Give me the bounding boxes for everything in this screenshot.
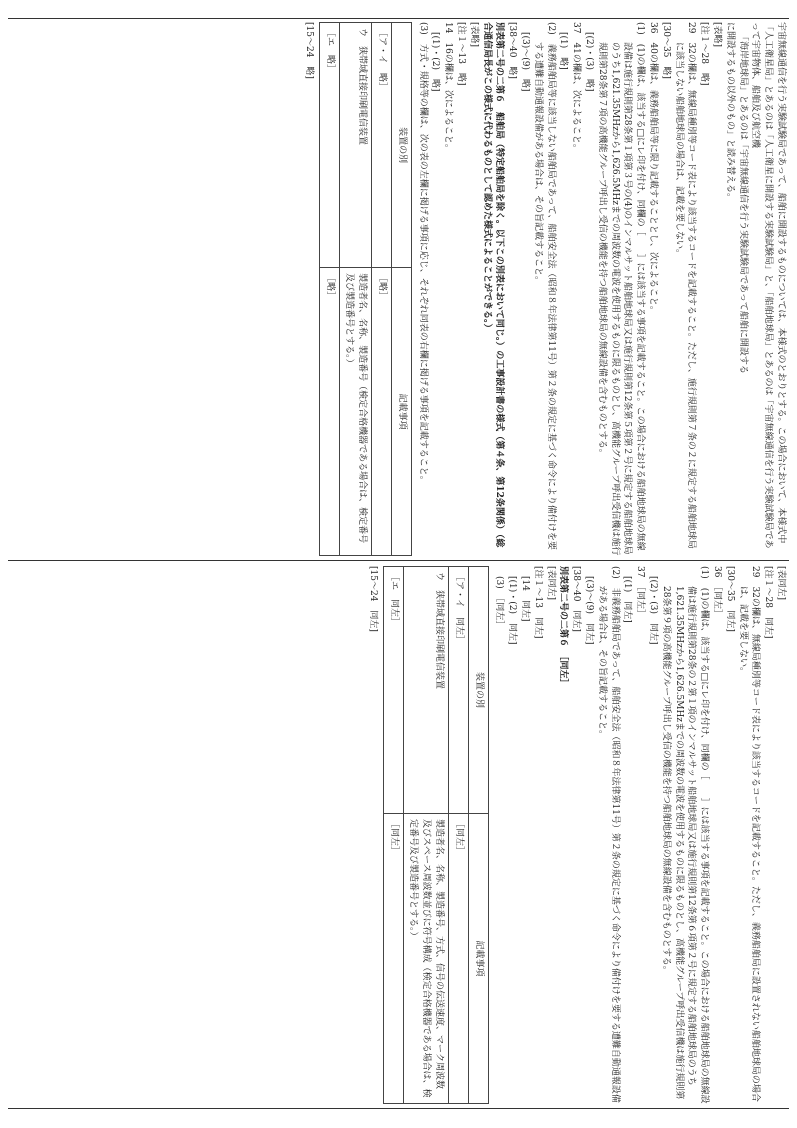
revised-text-rotated	[10, 22, 787, 556]
para-note-36: 36 40の欄は、義務船舶局等に限り記載することとし、次によること。	[648, 22, 659, 315]
table-cell: ［エ 略］	[319, 23, 339, 268]
table-cell: 製造者名、名称、製造番号、方式、信号の伝送速度、マーク周波数及びスペース周波数並びに符号構成（検定合格機器である場合は、検定番号及び製造番号とする。）	[403, 814, 448, 1104]
para-note-36-2-3: [(2)・(3) 略]	[584, 32, 595, 92]
para-note-14-3: (3) ［同左］	[494, 576, 505, 630]
para-notes-same: [注１～28 同左]	[763, 566, 774, 639]
para-note-37-1: [(1) 同左]	[622, 576, 633, 623]
table-header-items: 記載事項	[392, 268, 412, 556]
para-notes-1-13: [注１～13 同左]	[532, 566, 543, 639]
para-note-14: 14 16の欄は、次によること。	[443, 22, 454, 153]
para-note-37-3-9: [(3)～(9) 略]	[520, 32, 531, 92]
top-rule	[8, 18, 789, 19]
para-notes-30-35: [30～35 略]	[660, 22, 671, 79]
revised-text-body	[302, 22, 787, 556]
para-notes-38-40: [38～40 同左]	[571, 566, 582, 632]
table-cell: ウ 狭帯域直接印刷電信装置	[339, 23, 372, 268]
para-notes-1-13: [注１～13 略]	[456, 22, 467, 86]
para-note-14-3: (3) 方式・規格等の欄は、次の表の左欄に掲げる事項に応じ、それぞれ同表の右欄に掲げる事項を記載すること。	[417, 22, 428, 485]
para-table-same: [表同左]	[776, 566, 786, 601]
para-table-omitted-2: [表略]	[468, 22, 479, 48]
para-note-14: [14 同左]	[520, 576, 531, 622]
revised-text-section	[10, 22, 787, 556]
para-appendix-heading: 別表第二号の二第６ 船舶局（特定船舶局を除く。以下この別表において同じ。）の工事設計書の様式（第４条、第12条関係）（総合通信局長がこの様式に代わるものとして認めた様式によることができる。）	[481, 22, 505, 548]
para-notes-15-24: [15～24 略]	[303, 22, 314, 79]
table-cell: 製造者名、名称、製造番号（検定合格機器である場合は、検定番号及び製造番号とする。）	[339, 268, 372, 556]
para-note-37-3-9: [(3)～(9) 同左]	[584, 576, 595, 645]
para-notes-30-35: [30～35 同左]	[724, 566, 735, 632]
table-cell: ［ア・イ 同左］	[449, 567, 469, 814]
table-cell: ［略］	[372, 268, 392, 556]
table-cell: ウ 狭帯域直接印刷電信装置	[403, 567, 448, 814]
equipment-table	[319, 22, 412, 556]
para-intro-2: 「海岸地球局」とあるのは「宇宙無線通信を行う実験試験局であって船舶に開設する	[737, 32, 748, 374]
table-header-items: 記載事項	[468, 814, 488, 1104]
para-note-37-2: (2) 義務船舶局等に該当しない船舶局であって、船舶安全法（昭和８年法律第11号）第２条の規定に基づく命令により備付けを要する遭難自動通報設備がある場合は、その旨記載すること。	[532, 22, 556, 550]
table-header-equipment: 装置の別	[392, 23, 412, 268]
current-text-rotated	[10, 566, 787, 1104]
para-notes-38-40: [38～40 略]	[507, 22, 518, 79]
para-appendix-heading: 別表第二号の二第６ ［同左］	[558, 566, 569, 688]
para-table-same-2: [表同左]	[545, 566, 556, 601]
para-intro-3: に開設するもの以外のもの」と読み替える。	[724, 22, 735, 203]
bottom-rule	[8, 1108, 789, 1109]
section-divider	[8, 560, 789, 561]
para-note-36-2-3: [(2)・(3) 同左]	[648, 576, 659, 645]
para-note-14-1-2: [(1)・(2) 同左]	[507, 576, 518, 645]
para-note-37-1: [(1) 略]	[558, 32, 569, 70]
para-note-36: 36 ［同左］	[712, 566, 723, 618]
table-cell: ［同左］	[449, 814, 469, 1104]
para-note-37-2: (2) 非義務船舶局であって、船舶安全法（昭和８年法律第11号）第２条の規定に基づく命令により備付けを要する遭難自動通報設備がある場合は、その旨記載すること。	[596, 566, 620, 1103]
para-note-14-1-2: [(1)・(2) 略]	[430, 32, 441, 92]
para-notes-omitted: [注１～28 略]	[699, 22, 710, 86]
para-intro: 宇宙無線通信を行う実験試験局であって、船舶に開設するものについては、本様式のとおりとする。この場合において、本様式中「人工衛星局」とあるのは「人工衛星に開設する実験試験局」と、「船舶地球局」とあるのは「宇宙無線通信を行う実験試験局であって宇宙物体、船舶及び航空機	[750, 22, 786, 549]
para-note-29: 29 32の欄は、無線局種別等コード表により該当するコードを記載すること。ただし、施行規則第７条の２に規定する船舶地球局に該当しない船舶地球局の場合は、記載を要しない。	[673, 22, 697, 549]
para-notes-15-24: [15～24 同左]	[367, 566, 378, 632]
table-cell: ［エ 同左］	[383, 567, 403, 814]
para-note-37: 37 ［同左］	[635, 566, 646, 618]
para-note-36-1: (1) (1)の欄は、該当する□にレ印を付け、同欄の［ ］には該当する事項を記載すること。この場合における船舶地球局の無線設備は施行規則第28条の２第１項のインマルサット船舶地球局又は施行規則第12条第６項第２号に規定する船舶地球局のうち1,621.35MHzから1,626.5MHzまでの周波数の電波を使用するものに限るものとし、高機能グループ呼出受信機は施行規則第28条第９項の高機能グループ呼出し受信の機能を持つ船舶地球局の無線設備を含むものとする。	[660, 566, 710, 1104]
current-text-section	[10, 566, 787, 1104]
table-cell: ［略］	[319, 268, 339, 556]
para-note-36-1: (1) (1)の欄は、該当する□にレ印を付け、同欄の［ ］には該当する事項を記載すること。この場合における船舶地球局の無線設備は施行規則第28条第１項第３号の(4)のインマルサット船舶地球局又は施行規則第12条第５項第２号に規定する船舶地球局のうち1,621.35MHzから1,626.5MHzまでの周波数の電波を使用するものに限るものとし、高機能グループ呼出受信機は施行規則第28条第７項の高機能グループ呼出し受信の機能を持つ船舶地球局の無線設備を含むものとする。	[596, 22, 646, 556]
table-cell: ［同左］	[383, 814, 403, 1104]
para-table-omitted: [表略]	[712, 22, 723, 48]
table-cell: ［ア・イ 略］	[372, 23, 392, 268]
current-text-body	[366, 566, 787, 1104]
para-note-29: 29 32の欄は、無線局種別等コード表により該当するコードを記載すること。ただし、義務船舶局に設置されない船舶地球局の場合は、記載を要しない。	[737, 566, 761, 1102]
para-note-37: 37 41の欄は、次によること。	[571, 22, 582, 153]
equipment-table	[383, 566, 489, 1104]
table-header-equipment: 装置の別	[468, 567, 488, 814]
